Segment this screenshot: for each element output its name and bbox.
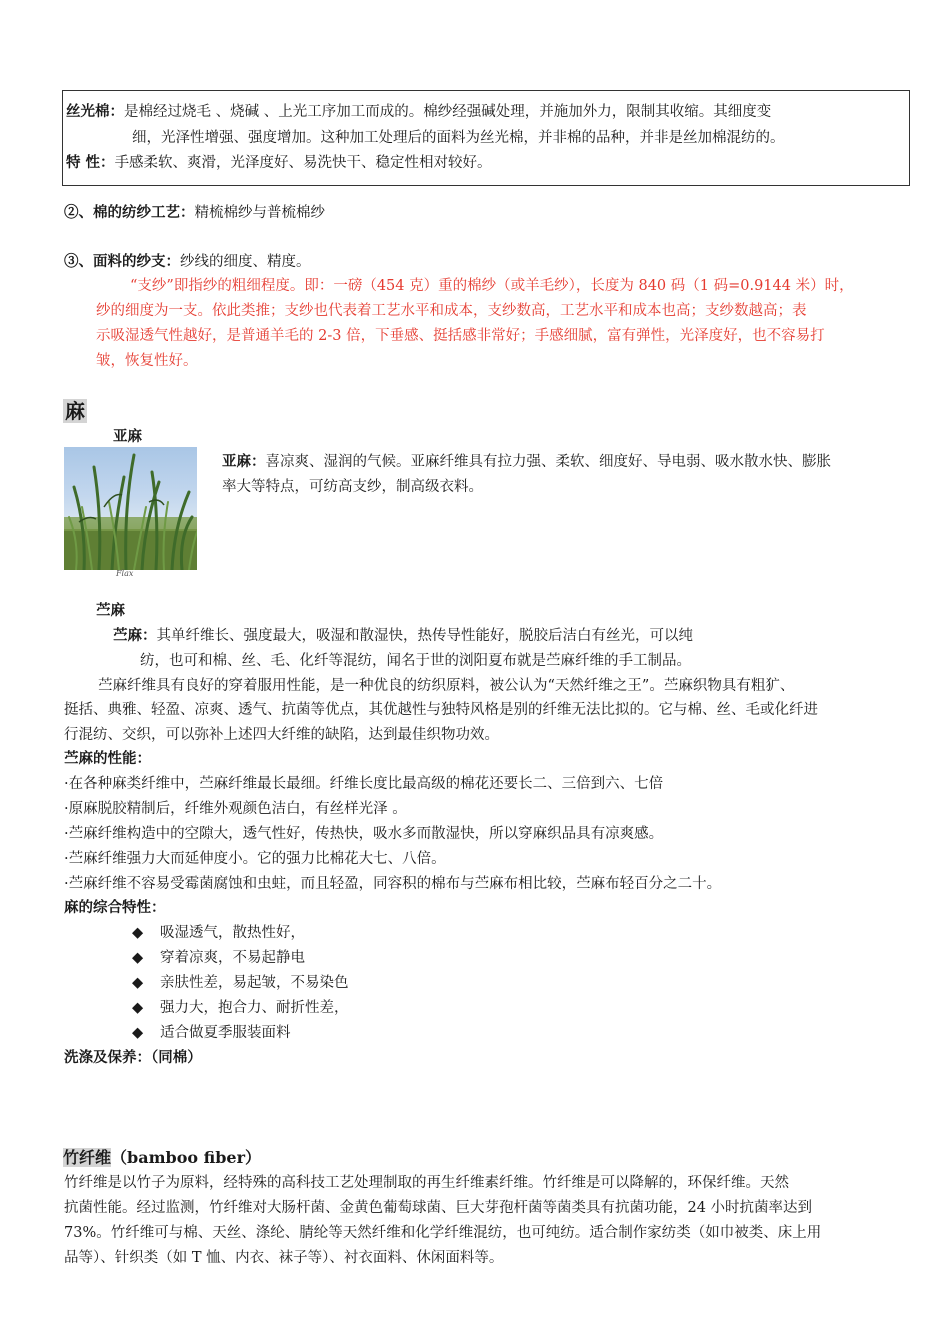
mercerized-line-1: 丝光棉：是棉经过烧毛 、烧碱 、上光工序加工而成的。棉纱经强碱处理，并施加外力，限制其收缩。其细度变 bbox=[66, 103, 772, 120]
mercerized-label: 丝光棉： bbox=[66, 103, 124, 120]
ramie-para-line-2: 挺括、典雅、轻盈、凉爽、透气、抗菌等优点，其优越性与独特风格是别的纤维无法比拟的。它与棉、丝、毛或化纤进 bbox=[64, 702, 818, 718]
diamond-bullet-icon: ◆ bbox=[132, 925, 144, 941]
bamboo-line-4: 品等）、针织类（如 T 恤、内衣、袜子等）、衬衣面料、休闲面料等。 bbox=[64, 1250, 504, 1266]
ramie-para-line-1: 苎麻纤维具有良好的穿着服用性能，是一种优良的纺织原料，被公认为“天然纤维之王”。苎麻织物具有粗犷、 bbox=[98, 678, 795, 694]
summary-item: ◆ 强力大，抱合力、耐折性差， bbox=[132, 996, 349, 1020]
ramie-desc-line-1: 苎麻：其单纤维长、强度最大，吸湿和散湿快，热传导性能好，脱胶后洁白有丝光，可以纯 bbox=[113, 627, 693, 644]
spinning-process-line: ②、棉的纺纱工艺：精梳棉纱与普梳棉纱 bbox=[64, 204, 325, 221]
performance-item: ·苎麻纤维不容易受霉菌腐蚀和虫蛀，而且轻盈，同容积的棉布与苎麻布相比较，苎麻布轻百分之二十。 bbox=[64, 876, 722, 892]
care-line: 洗涤及保养：（同棉） bbox=[64, 1049, 202, 1066]
ramie-label: 苎麻： bbox=[113, 627, 157, 644]
yarn-count-label: ③、面料的纱支： bbox=[64, 253, 180, 270]
yarn-count-red-1: “支纱”即指纱的粗细程度。即：一磅（454 克）重的棉纱（或羊毛纱），长度为 840 码（1 码=0.9144 米）时， bbox=[130, 278, 854, 294]
summary-item: ◆ 亲肤性差，易起皱，不易染色 bbox=[132, 971, 349, 995]
flax-plant-image bbox=[64, 447, 197, 570]
mercerized-line-2: 细，光泽性增强、强度增加。这种加工处理后的面料为丝光棉，并非棉的品种，并非是丝加棉混纺的。 bbox=[132, 130, 785, 146]
yarn-count-line: ③、面料的纱支：纱线的细度、精度。 bbox=[64, 253, 311, 270]
diamond-bullet-icon: ◆ bbox=[132, 1025, 144, 1041]
ramie-para-line-3: 行混纺、交织，可以弥补上述四大纤维的缺陷，达到最佳织物功效。 bbox=[64, 727, 499, 743]
yarn-count-red-2: 纱的细度为一支。依此类推；支纱也代表着工艺水平和成本，支纱数高，工艺水平和成本也高；支纱数越高；表 bbox=[96, 303, 807, 319]
yarn-count-red-4: 皱，恢复性好。 bbox=[96, 353, 198, 369]
performance-item: ·在各种麻类纤维中，苎麻纤维最长最细。纤维长度比最高级的棉花还要长二、三倍到六、七倍 bbox=[64, 776, 664, 792]
summary-item: ◆ 适合做夏季服装面料 bbox=[132, 1021, 291, 1045]
flax-desc-line-1: 亚麻：喜凉爽、湿润的气候。亚麻纤维具有拉力强、柔软、细度好、导电弱、吸水散水快、膨胀 bbox=[222, 453, 831, 470]
flax-desc-line-2: 率大等特点，可纺高支纱，制高级衣料。 bbox=[222, 479, 483, 495]
spinning-process-label: ②、棉的纺纱工艺： bbox=[64, 204, 195, 221]
summary-item: ◆ 穿着凉爽，不易起静电 bbox=[132, 946, 305, 970]
flax-title: 亚麻 bbox=[113, 428, 142, 445]
diamond-bullet-icon: ◆ bbox=[132, 1000, 144, 1016]
flax-plant-illustration bbox=[64, 447, 197, 570]
performance-item: ·苎麻纤维强力大而延伸度小。它的强力比棉花大七、八倍。 bbox=[64, 851, 446, 867]
bamboo-line-1: 竹纤维是以竹子为原料，经特殊的高科技工艺处理制取的再生纤维素纤维。竹纤维是可以降解的，环保纤维。天然 bbox=[64, 1175, 789, 1191]
summary-item: ◆ 吸湿透气，散热性好， bbox=[132, 921, 305, 945]
ramie-title: 苎麻 bbox=[96, 602, 125, 619]
flax-image-caption: Flax bbox=[116, 569, 134, 578]
property-line: 特 性：手感柔软、爽滑，光泽度好、易洗快干、稳定性相对较好。 bbox=[66, 154, 492, 171]
diamond-bullet-icon: ◆ bbox=[132, 950, 144, 966]
performance-item: ·苎麻纤维构造中的空隙大，透气性好，传热快，吸水多而散湿快，所以穿麻织品具有凉爽感。 bbox=[64, 826, 664, 842]
bamboo-line-2: 抗菌性能。经过监测，竹纤维对大肠杆菌、金黄色葡萄球菌、巨大芽孢杆菌等菌类具有抗菌功能，24 小时抗菌率达到 bbox=[64, 1200, 813, 1216]
ramie-performance-title: 苎麻的性能： bbox=[64, 750, 151, 767]
performance-item: ·原麻脱胶精制后，纤维外观颜色洁白，有丝样光泽 。 bbox=[64, 801, 407, 817]
hemp-summary-title: 麻的综合特性： bbox=[64, 899, 166, 916]
flax-label: 亚麻： bbox=[222, 453, 266, 470]
ramie-desc-line-2: 纺，也可和棉、丝、毛、化纤等混纺，闻名于世的浏阳夏布就是苎麻纤维的手工制品。 bbox=[140, 653, 691, 669]
yarn-count-red-3: 示吸湿透气性越好，是普通羊毛的 2-3 倍，下垂感、挺括感非常好；手感细腻，富有弹性，光泽度好，也不容易打 bbox=[96, 328, 825, 344]
section-heading-hemp: 麻 bbox=[65, 399, 85, 423]
bamboo-line-3: 73%。竹纤维可与棉、天丝、涤纶、腈纶等天然纤维和化学纤维混纺，也可纯纺。适合制作家纺类（如巾被类、床上用 bbox=[64, 1225, 822, 1241]
property-label: 特 性： bbox=[66, 154, 115, 171]
section-heading-bamboo: 竹纤维（bamboo fiber） bbox=[63, 1148, 262, 1167]
diamond-bullet-icon: ◆ bbox=[132, 975, 144, 991]
